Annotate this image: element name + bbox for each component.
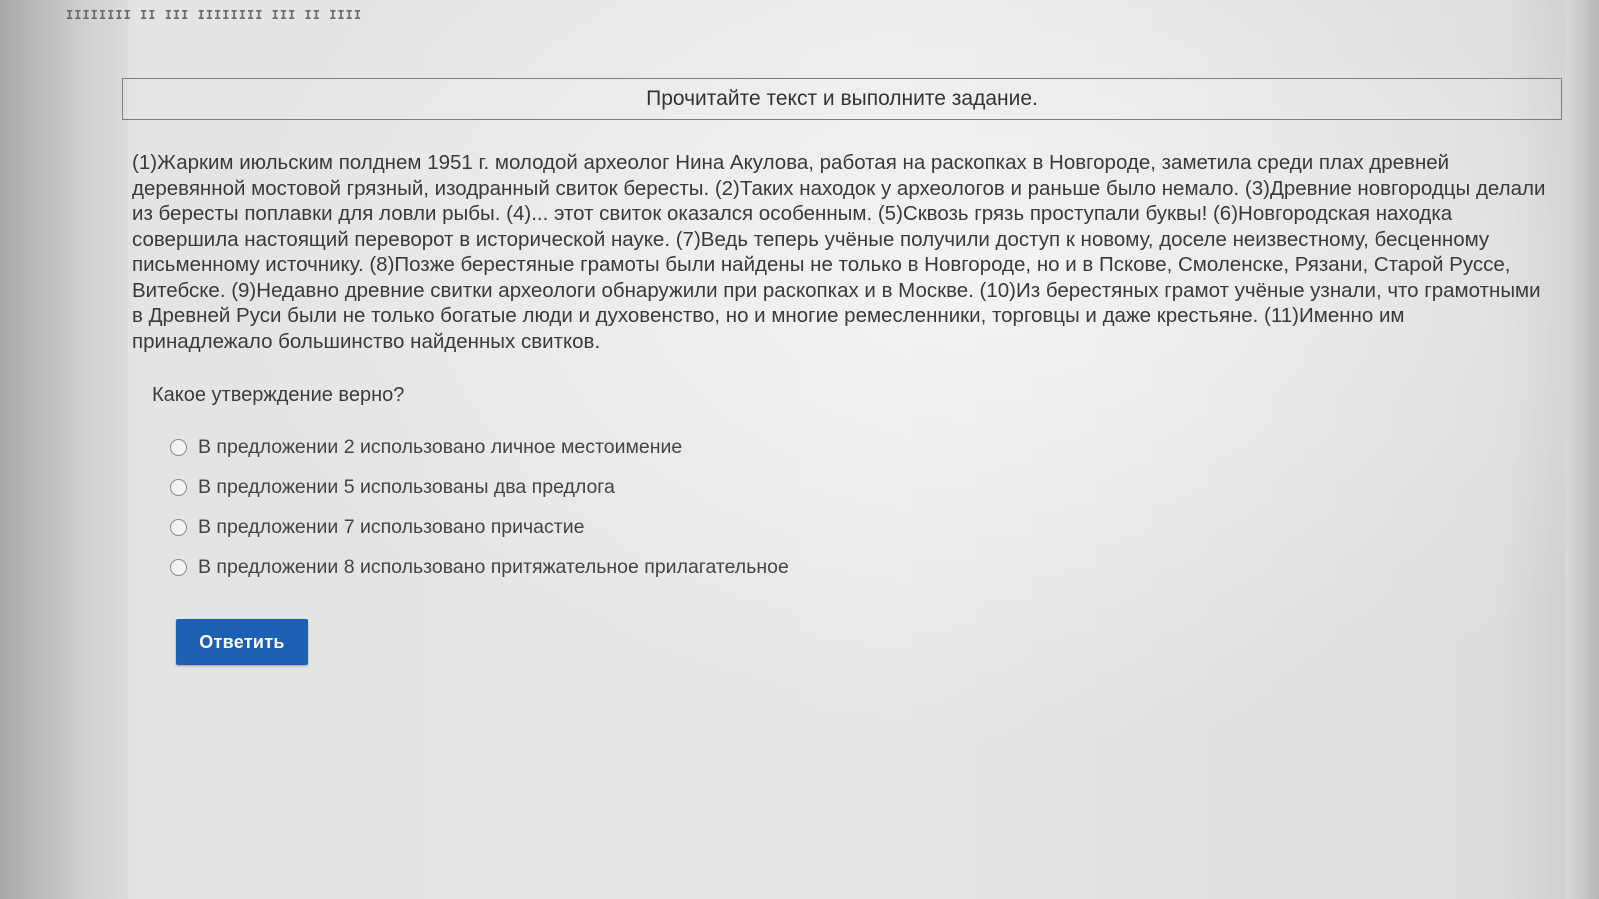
radio-button-4[interactable] bbox=[170, 559, 187, 576]
radio-button-1[interactable] bbox=[170, 439, 187, 456]
answer-option-label: В предложении 5 использованы два предлога bbox=[198, 475, 615, 498]
submit-answer-button[interactable]: Ответить bbox=[176, 619, 308, 665]
answer-option-label: В предложении 2 использовано личное местоимение bbox=[198, 435, 683, 458]
task-instruction: Прочитайте текст и выполните задание. bbox=[646, 87, 1038, 110]
task-content bbox=[122, 78, 1562, 665]
answer-option-label: В предложении 8 использовано притяжательное прилагательное bbox=[198, 555, 789, 578]
answer-option-2[interactable] bbox=[170, 467, 1562, 507]
radio-button-3[interactable] bbox=[170, 519, 187, 536]
left-gutter bbox=[0, 0, 128, 899]
task-header bbox=[122, 78, 1562, 120]
answer-options bbox=[170, 427, 1562, 587]
radio-button-2[interactable] bbox=[170, 479, 187, 496]
top-strip-text: IIIIIIII II III IIIIIIII III II IIII bbox=[66, 8, 363, 22]
reading-passage: (1)Жарким июльским полднем 1951 г. молодой археолог Нина Акулова, работая на раскопках в Новгороде, заметила среди плах древней деревянной мостовой грязный, изодранный свиток бересты. (2)Таких находок у археологов и раньше было немало. (3)Древние новгородцы делали из бересты поплавки для ловли рыбы. (4)... этот свиток оказался особенным. (5)Сквозь грязь проступали буквы! (6)Новгородская находка совершила настоящий переворот в исторической науке. (7)Ведь теперь учёные получили доступ к новому, доселе неизвестному, бесценному письменному источнику. (8)Позже берестяные грамоты были найдены не только в Новгороде, но и в Пскове, Смоленске, Рязани, Старой Руссе, Витебске. (9)Недавно древние свитки археологи обнаружили при раскопках и в Москве. (10)Из берестяных грамот учёные узнали, что грамотными в Древней Руси были не только богатые люди и духовенство, но и многие ремесленники, торговцы и даже крестьяне. (11)Именно им принадлежало большинство найденных свитков. bbox=[132, 151, 1546, 353]
right-bezel bbox=[1565, 0, 1599, 899]
answer-option-label: В предложении 7 использовано причастие bbox=[198, 515, 585, 538]
question-text: Какое утверждение верно? bbox=[152, 384, 405, 406]
answer-option-1[interactable] bbox=[170, 427, 1562, 467]
answer-option-3[interactable] bbox=[170, 507, 1562, 547]
answer-option-4[interactable] bbox=[170, 547, 1562, 587]
